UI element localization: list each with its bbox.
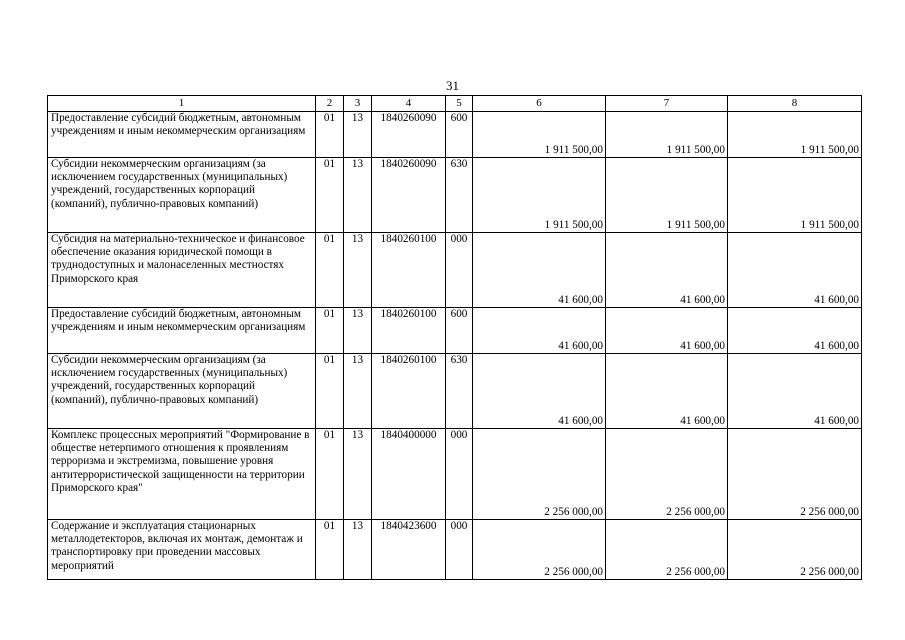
row-amount-8: 2 256 000,00 [728, 429, 862, 520]
column-header: 7 [606, 96, 728, 112]
column-header: 6 [473, 96, 606, 112]
row-amount-7: 2 256 000,00 [606, 520, 728, 580]
budget-table [47, 95, 862, 580]
column-header: 1 [48, 96, 316, 112]
row-amount-8: 41 600,00 [728, 308, 862, 354]
row-expense-type: 600 [446, 112, 473, 158]
row-amount-8: 41 600,00 [728, 233, 862, 308]
row-subsection-code: 13 [344, 354, 372, 429]
row-amount-8: 1 911 500,00 [728, 158, 862, 233]
row-section-code: 01 [316, 429, 344, 520]
row-amount-6: 1 911 500,00 [473, 158, 606, 233]
row-subsection-code: 13 [344, 233, 372, 308]
table-row [48, 354, 862, 429]
table-row [48, 233, 862, 308]
row-target-code: 1840260100 [372, 308, 446, 354]
row-section-code: 01 [316, 520, 344, 580]
table-row [48, 520, 862, 580]
column-header: 4 [372, 96, 446, 112]
row-name: Предоставление субсидий бюджетным, автономным учреждениям и иным некоммерческим организациям [48, 308, 316, 354]
row-subsection-code: 13 [344, 308, 372, 354]
row-target-code: 1840260090 [372, 112, 446, 158]
row-amount-7: 1 911 500,00 [606, 112, 728, 158]
row-target-code: 1840423600 [372, 520, 446, 580]
row-amount-6: 41 600,00 [473, 308, 606, 354]
table-row [48, 112, 862, 158]
row-section-code: 01 [316, 112, 344, 158]
row-amount-7: 2 256 000,00 [606, 429, 728, 520]
table-row [48, 308, 862, 354]
row-expense-type: 600 [446, 308, 473, 354]
row-amount-8: 2 256 000,00 [728, 520, 862, 580]
table-row [48, 158, 862, 233]
row-target-code: 1840260100 [372, 354, 446, 429]
row-expense-type: 630 [446, 158, 473, 233]
row-target-code: 1840260090 [372, 158, 446, 233]
row-expense-type: 000 [446, 429, 473, 520]
row-name: Субсидии некоммерческим организациям (за исключением государственных (муниципальных) учреждений, государственных корпораций (компаний), публично-правовых компаний) [48, 158, 316, 233]
row-amount-8: 41 600,00 [728, 354, 862, 429]
column-header: 3 [344, 96, 372, 112]
row-name: Содержание и эксплуатация стационарных металлодетекторов, включая их монтаж, демонтаж и транспортировку при проведении массовых мероприятий [48, 520, 316, 580]
row-section-code: 01 [316, 158, 344, 233]
row-subsection-code: 13 [344, 158, 372, 233]
row-expense-type: 000 [446, 520, 473, 580]
row-amount-8: 1 911 500,00 [728, 112, 862, 158]
row-amount-6: 1 911 500,00 [473, 112, 606, 158]
row-subsection-code: 13 [344, 112, 372, 158]
row-expense-type: 000 [446, 233, 473, 308]
row-amount-6: 2 256 000,00 [473, 429, 606, 520]
row-amount-7: 41 600,00 [606, 308, 728, 354]
row-amount-7: 1 911 500,00 [606, 158, 728, 233]
row-name: Предоставление субсидий бюджетным, автономным учреждениям и иным некоммерческим организациям [48, 112, 316, 158]
row-subsection-code: 13 [344, 429, 372, 520]
row-name: Субсидии некоммерческим организациям (за исключением государственных (муниципальных) учреждений, государственных корпораций (компаний), публично-правовых компаний) [48, 354, 316, 429]
row-amount-7: 41 600,00 [606, 354, 728, 429]
row-amount-7: 41 600,00 [606, 233, 728, 308]
header-row [48, 96, 862, 112]
row-amount-6: 41 600,00 [473, 354, 606, 429]
row-section-code: 01 [316, 308, 344, 354]
row-name: Субсидия на материально-техническое и финансовое обеспечение оказания юридической помощи в труднодоступных и малонаселенных местностях Приморского края [48, 233, 316, 308]
row-section-code: 01 [316, 233, 344, 308]
row-target-code: 1840260100 [372, 233, 446, 308]
column-header: 5 [446, 96, 473, 112]
row-subsection-code: 13 [344, 520, 372, 580]
row-section-code: 01 [316, 354, 344, 429]
page-number: 31 [446, 78, 459, 93]
row-name: Комплекс процессных мероприятий "Формирование в обществе нетерпимого отношения к проявлениям терроризма и экстремизма, повышение уровня антитеррористической защищенности на территории Приморского края" [48, 429, 316, 520]
row-expense-type: 630 [446, 354, 473, 429]
row-target-code: 1840400000 [372, 429, 446, 520]
table-row [48, 429, 862, 520]
column-header: 8 [728, 96, 862, 112]
row-amount-6: 41 600,00 [473, 233, 606, 308]
column-header: 2 [316, 96, 344, 112]
row-amount-6: 2 256 000,00 [473, 520, 606, 580]
